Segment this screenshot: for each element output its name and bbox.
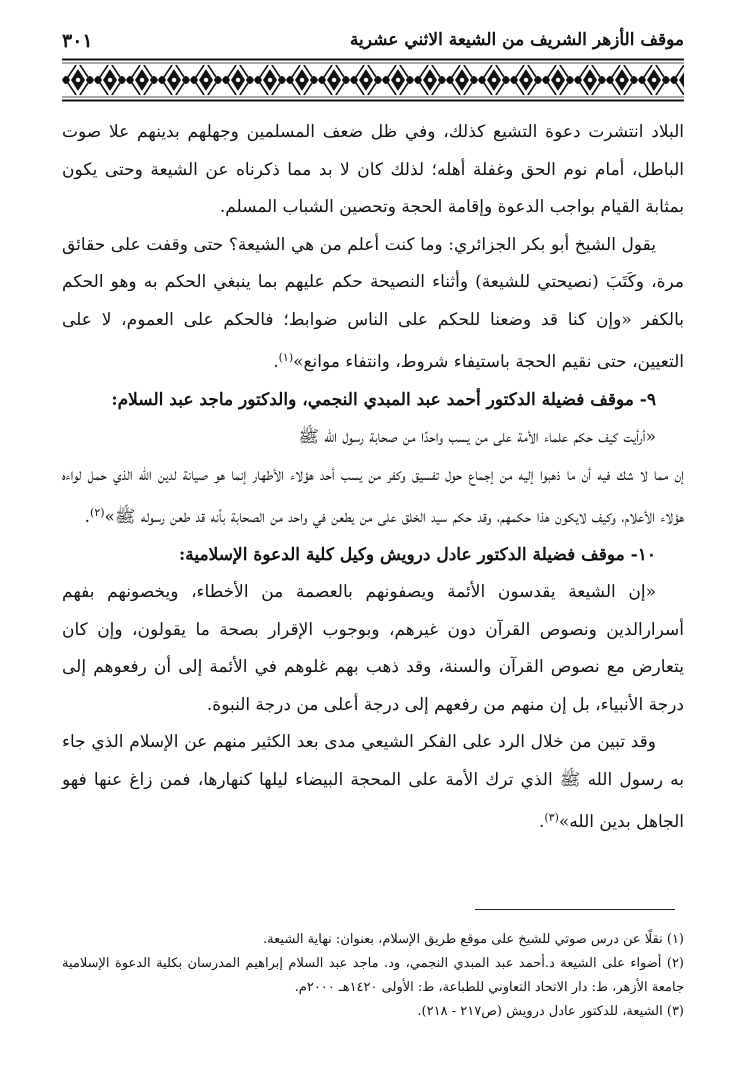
footnote: (٢) أضواء على الشيعة د.أحمد عبد المبدي النجمي، ود. ماجد عبد السلام إبراهيم المدرسان بكلية الدعوة الإسلامية جامعة الأزهر، ط: دار الاتحاد التعاوني للطباعة، ط: الأولى ١٤٢٠هـ ٢٠٠٠م. <box>62 956 684 995</box>
running-header <box>62 28 684 58</box>
paragraph-text: يقول الشيخ أبو بكر الجزائري: وما كنت أعلم من هي الشيعة؟ حتى وقفت على حقائق مرة، وكَتَبَ (نصيحتي للشيعة) وأثناء النصيحة حكم عليهم بما ينبغي الحكم به وهو الحكم بالكفر «وإن كنا قد وضعنا للحكم على الناس ضوابط؛ فالحكم على العموم، لا على التعيين، حتى نقيم الحجة باستيفاء شروط، وانتفاء موانع» <box>62 234 684 372</box>
paragraph-text: وقد تبين من خلال الرد على الفكر الشيعي مدى بعد الكثير منهم عن الإسلام الذي جاء به رسول الله ﷺ الذي ترك الأمة على المحجة البيضاء ليلها كنهارها، فمن زاغ عنها فهو الجاهل بدين الله» <box>62 732 684 832</box>
page-number: ٣٠١ <box>62 30 93 52</box>
paragraph: «أرأيت كيف حكم علماء الأمة على من يسب واحدًا من صحابة رسول الله ﷺ <box>298 427 656 447</box>
footnote-ref: (٢) <box>90 506 105 519</box>
paragraph-text: إن مما لا شك فيه أن ما ذهبوا إليه من إجماع حول تفسيق وكفر من يسب أحد هؤلاء الأطهار إنما هو صيانة لدين الله الذي حمل لواءه هؤلاء الأعلام، وكيف لايكون هذا حكمهم، وقد حكم سيد الخلق على من يطعن في واحد من الصحابة بأنه قد طعن رسوله ﷺ» <box>62 464 684 527</box>
paragraph: «إن الشيعة يقدسون الأئمة ويصفونهم بالعصمة من الأخطاء، ويخصونهم بفهم أسرارالدين ونصوص القرآن دون غيرهم، وبوجوب الإقرار بصحة ما يقولون، وإن كان يتعارض مع نصوص القرآن والسنة، وقد ذهب بهم غلوهم في الأئمة إلى أن رفعوهم إلى درجة الأنبياء، بل إن منهم من رفعهم إلى درجة أعلى من درجة النبوة. <box>62 582 684 715</box>
paragraph: البلاد انتشرت دعوة التشيع كذلك، وفي ظل ضعف المسلمين وجهلهم بدينهم علا صوت الباطل، أمام نوم الحق وغفلة أهله؛ لذلك كان لا بد مما ذكرناه عن الشيعة وحتى يكون بمثابة القيام بواجب الدعوة وإقامة الحجة وتحصين الشباب المسلم. <box>62 122 684 217</box>
footnote: (١) نقلًا عن درس صوتي للشيخ على موقع طريق الإسلام، بعنوان: نهاية الشيعة. <box>263 932 684 947</box>
footnote: (٣) الشيعة، للدكتور عادل درويش (ص٢١٧ - ٢١٨). <box>417 1004 684 1019</box>
paragraph: إن مما لا شك فيه أن ما ذهبوا إليه من إجماع حول تفسيق وكفر من يسب أحد هؤلاء الأطهار إنما هو صيانة لدين الله الذي حمل لواءه هؤلاء الأعلام، وكيف لايكون هذا حكمهم، وقد حكم سيد الخلق على من يطعن في واحد من الصحابة بأنه قد طعن رسوله ﷺ»$^{(٢)}$. <box>62 464 684 527</box>
section-heading: ١٠- موقف فضيلة الدكتور عادل درويش وكيل كلية الدعوة الإسلامية: <box>179 544 656 565</box>
main-text <box>62 114 684 842</box>
section-heading: ٩- موقف فضيلة الدكتور أحمد عبد المبدي النجمي، والدكتور ماجد عبد السلام: <box>111 389 656 410</box>
paragraph: يقول الشيخ أبو بكر الجزائري: وما كنت أعلم من هي الشيعة؟ حتى وقفت على حقائق مرة، وكَتَبَ (نصيحتي للشيعة) وأثناء النصيحة حكم عليهم بما ينبغي الحكم به وهو الحكم بالكفر «وإن كنا قد وضعنا للحكم على الناس ضوابط؛ فالحكم على العموم، لا على التعيين، حتى نقيم الحجة باستيفاء شروط، وانتفاء موانع»$^{(١)}$. <box>62 234 684 372</box>
footnote-divider <box>475 909 675 910</box>
ornamental-border <box>62 58 684 102</box>
paragraph: وقد تبين من خلال الرد على الفكر الشيعي مدى بعد الكثير منهم عن الإسلام الذي جاء به رسول الله ﷺ الذي ترك الأمة على المحجة البيضاء ليلها كنهارها، فمن زاغ عنها فهو الجاهل بدين الله»$^{(٣)}$. <box>62 732 684 832</box>
footnote-ref: (٣) <box>544 811 559 824</box>
footnote-ref: (١) <box>278 351 294 364</box>
book-title: موقف الأزهر الشريف من الشيعة الاثني عشرية <box>349 30 684 50</box>
footnotes <box>62 928 684 1024</box>
